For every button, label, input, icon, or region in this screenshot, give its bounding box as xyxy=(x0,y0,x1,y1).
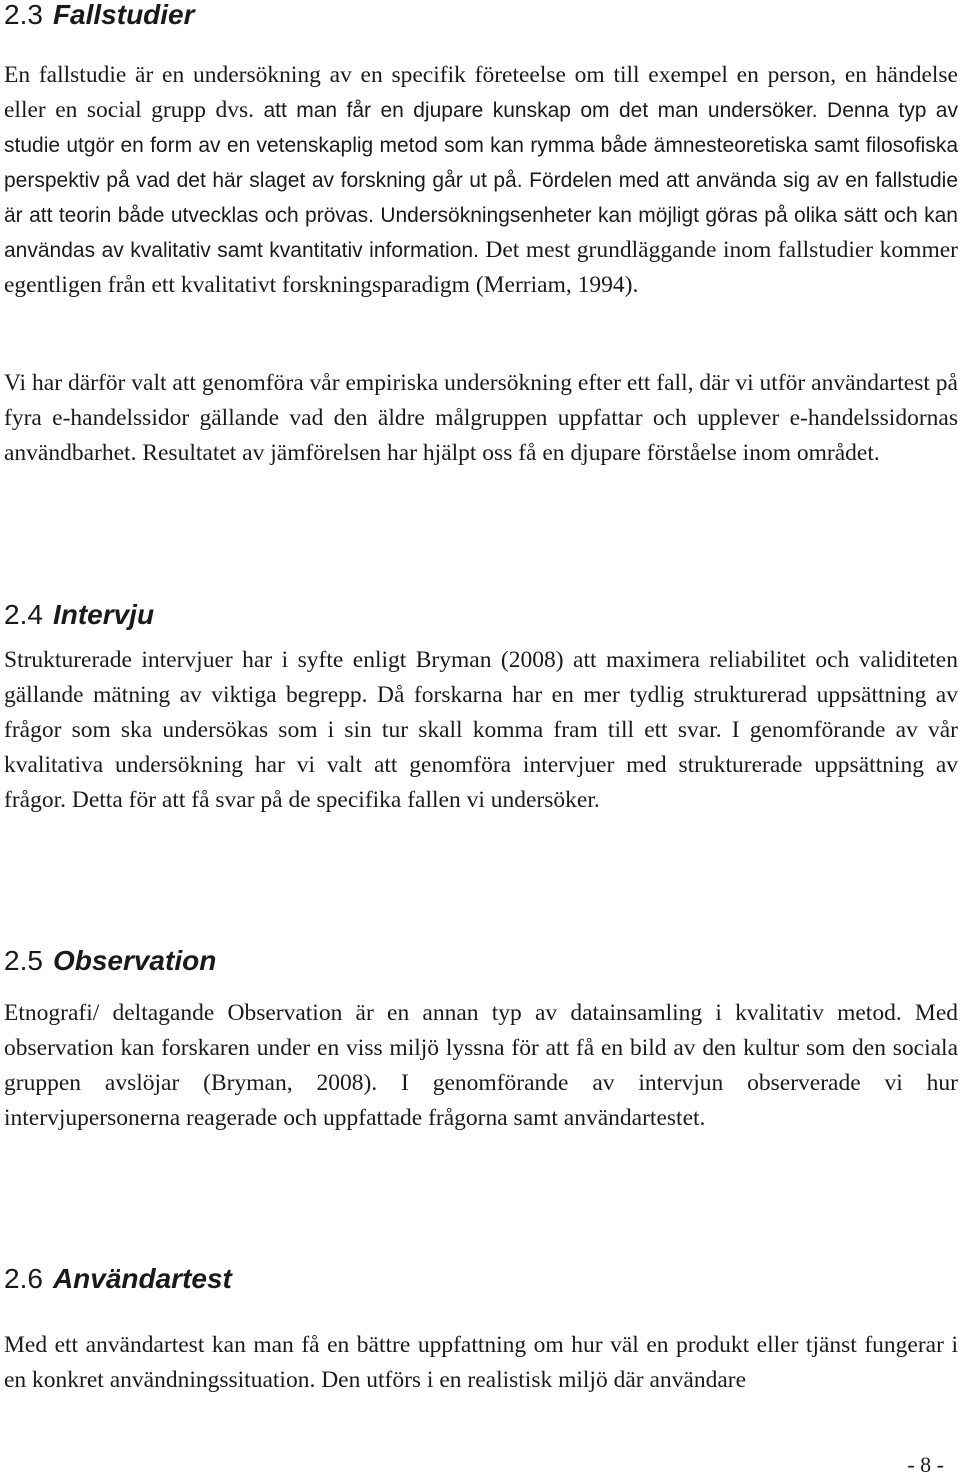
text-run: Vi har därför valt att genomföra vår empiriska undersökning efter ett fall, där vi utför användartest på fyra e-handelssidor gällande vad den äldre målgruppen uppfattar och upplever e-handelssidornas användbarhet. Resultatet av jämförelsen har hjälpt oss få en djupare förståelse inom området. xyxy=(4,370,958,466)
page-number: - 8 - xyxy=(907,1452,944,1477)
section-heading-anvandartest xyxy=(4,1264,232,1294)
section-heading-fallstudier xyxy=(4,0,195,30)
paragraph-fallstudier-choice xyxy=(4,366,958,471)
section-number: 2.4 xyxy=(4,599,43,630)
section-number: 2.5 xyxy=(4,945,43,976)
text-run: att man får en djupare kunskap om det man undersöker. Denna typ av studie utgör en form av en vetenskaplig metod som kan rymma både ämnesteoretiska samt filosofiska perspektiv på vad det här slaget av forskning går ut på. Fördelen med att använda sig av en fallstudie är att teorin både utvecklas och prövas. Undersökningsenheter kan möjligt göras på olika sätt och kan användas av kvalitativ samt kvantitativ information. xyxy=(4,99,958,262)
paragraph-observation xyxy=(4,996,958,1136)
text-run: Strukturerade intervjuer har i syfte enligt Bryman (2008) att maximera reliabilitet och validiteten gällande mätning av viktiga begrepp. Då forskarna har en mer tydlig strukturerad uppsättning av frågor som ska undersökas som i sin tur skall komma fram till ett svar. I genomförande av vår kvalitativa undersökning har vi valt att genomföra intervjuer med strukturerade uppsättning av frågor. Detta för att få svar på de specifika fallen vi undersöker. xyxy=(4,647,958,813)
paragraph-intervju xyxy=(4,643,958,818)
text-run: Med ett användartest kan man få en bättre uppfattning om hur väl en produkt eller tjänst fungerar i en konkret användningssituation. Den utförs i en realistisk miljö där användare xyxy=(4,1332,958,1393)
section-title: Intervju xyxy=(52,599,155,630)
section-title: Observation xyxy=(52,945,217,976)
text-run: En fallstudie är en undersökning av en specifik företeelse om till exempel en person, en händelse eller en social grupp dvs. xyxy=(4,62,958,123)
paragraph-fallstudier-definition xyxy=(4,58,958,303)
section-heading-intervju xyxy=(4,600,154,630)
text-run: Etnografi/ deltagande Observation är en annan typ av datainsamling i kvalitativ metod. Med observation kan forskaren under en viss miljö lyssna för att få en bild av den kultur som den sociala gruppen avslöjar (Bryman, 2008). I genomförande av intervjun observerade vi hur intervjupersonerna reagerade och uppfattade frågorna samt användartestet. xyxy=(4,1000,958,1131)
section-heading-observation xyxy=(4,946,216,976)
section-title: Fallstudier xyxy=(52,0,195,30)
paragraph-anvandartest xyxy=(4,1328,958,1398)
section-title: Användartest xyxy=(52,1263,232,1294)
section-number: 2.6 xyxy=(4,1263,43,1294)
section-number: 2.3 xyxy=(4,0,43,30)
text-run: Det mest grundläggande inom fallstudier kommer egentligen från ett kvalitativt forskningsparadigm (Merriam, 1994). xyxy=(4,237,958,298)
